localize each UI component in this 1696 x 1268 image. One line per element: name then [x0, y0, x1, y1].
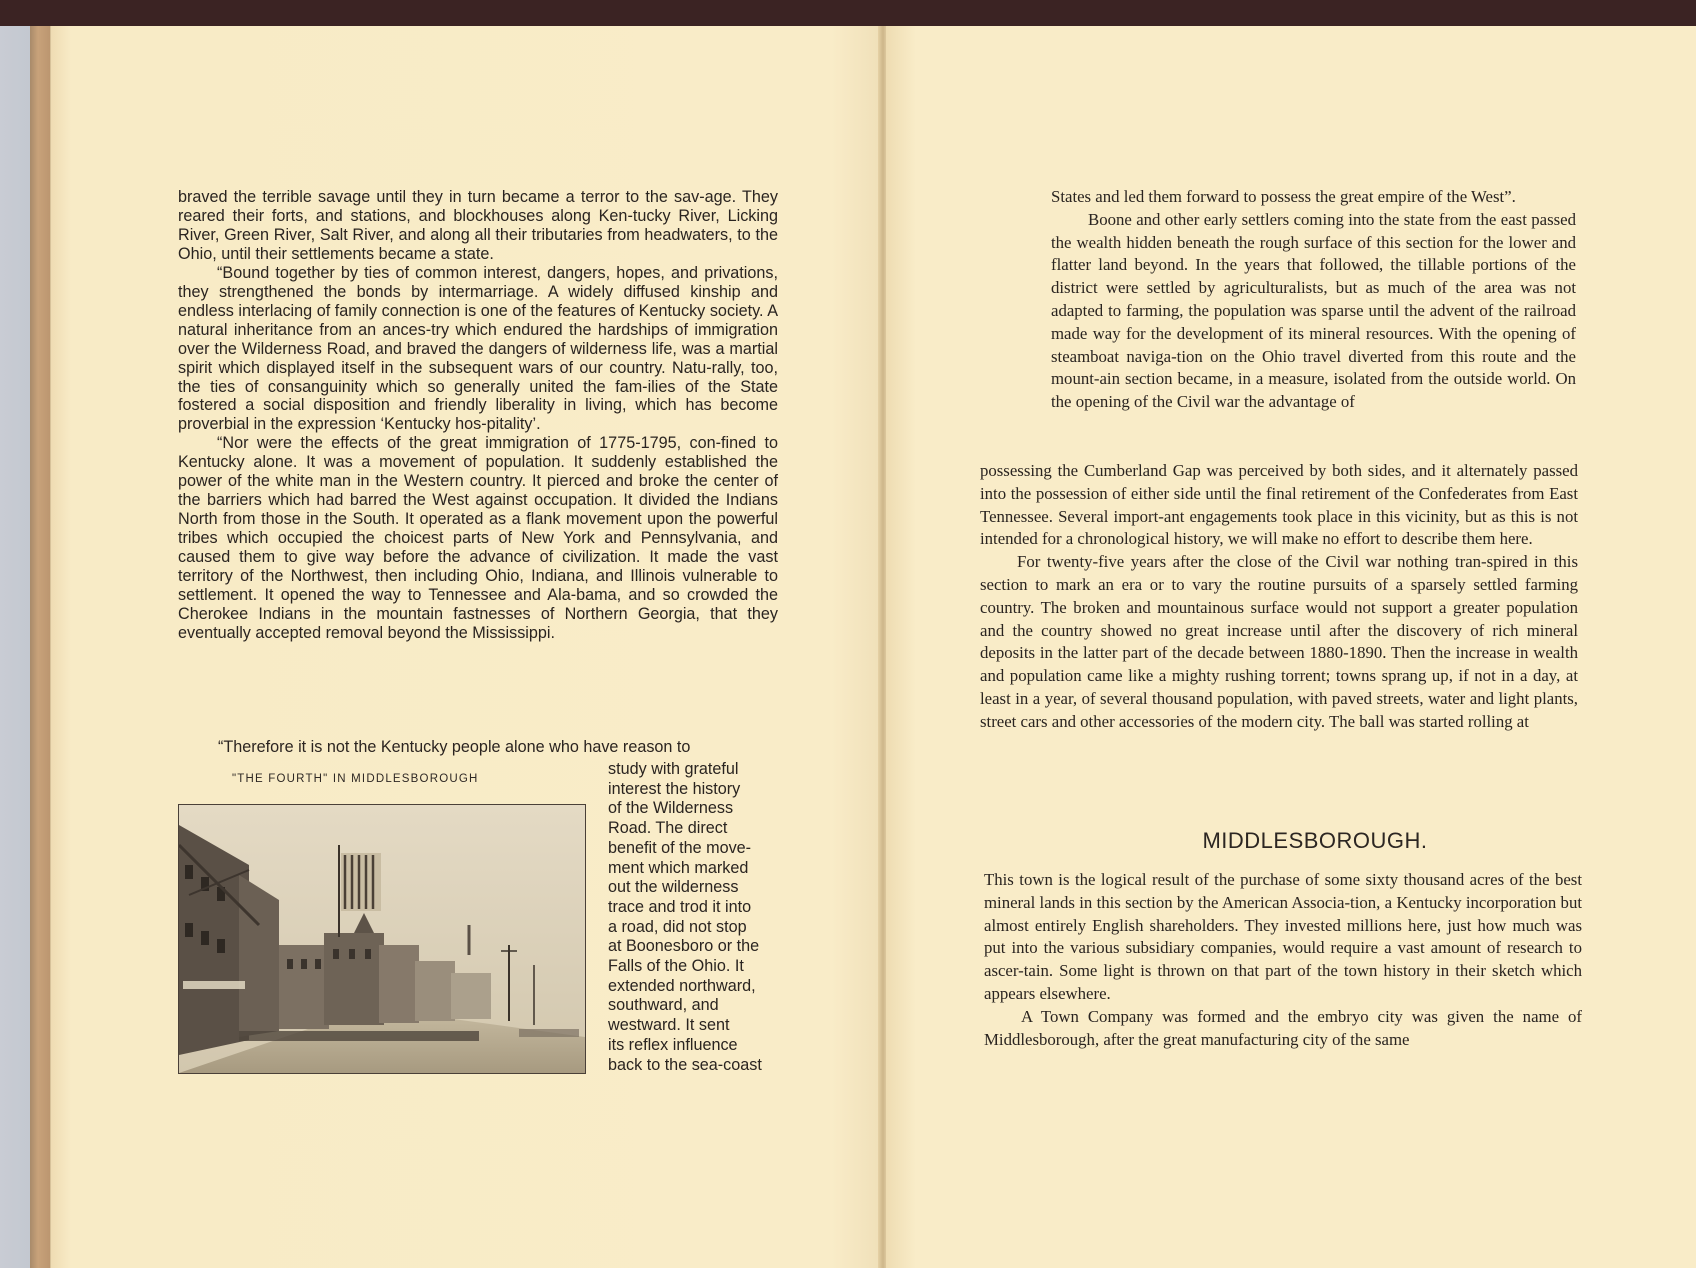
wrap-line: of the Wilderness: [608, 799, 734, 818]
right-paragraph-5: This town is the logical result of the purchase of some sixty thousand acres of the best mineral lands in this section by the American Associa-tion, a Kentucky incorporation but almost entirely English shareholders. They invested millions here, just how much was put into the various subsidiary companies, would require a vast amount of research to ascer-tain. Some light is thrown on that part of the town history in their sketch which appears elsewhere.: [984, 870, 1582, 1003]
wrap-column: [608, 760, 780, 1075]
section-heading: MIDDLESBOROUGH.: [1202, 828, 1428, 853]
figure-caption: "THE FOURTH" IN MIDDLESBOROUGH: [232, 773, 479, 785]
wrap-line: its reflex influence: [608, 1035, 738, 1054]
left-paragraph-2: “Bound together by ties of common interest, dangers, hopes, and privations, they strengthened the bonds by intermarriage. A widely diffused kinship and endless interlacing of family connection is one of the features of Kentucky society. A natural inheritance from an ances-try which endured the hardships of immigration over the Wilderness Road, and braved the dangers of wilderness life, was a martial spirit which displayed itself in the subsequent wars of our country. Natu-rally, too, the ties of consanguinity which so generally united the fam-ilies of the State fostered a social disposition and friendly liberality in living, which has become proverbial in the expression ‘Kentucky hos-pitality’.: [178, 263, 778, 434]
wrap-line: out the wilderness: [608, 878, 739, 897]
street-photo: [178, 804, 586, 1074]
right-paragraph-3: possessing the Cumberland Gap was perceived by both sides, and it alternately passed into the possession of either side until the final retirement of the Confederates from East Tennessee. Several import-ant engagements took place in this vicinity, but as this is not intended for a chronological history, we will make no effort to describe them here.: [980, 461, 1578, 549]
wrap-line: ment which marked: [608, 858, 749, 877]
street-scene-image: [179, 805, 585, 1073]
right-paragraph-1: States and led them forward to possess the great empire of the West”.: [1051, 187, 1516, 206]
wrap-line: a road, did not stop: [608, 917, 747, 936]
wrap-line: Falls of the Ohio. It: [608, 957, 744, 976]
wrap-line: study with grateful: [608, 760, 739, 778]
wrap-line: interest the history: [608, 779, 741, 798]
scanner-top-edge: [0, 0, 1696, 26]
wrap-line: trace and trod it into: [608, 897, 752, 916]
right-paragraph-2: Boone and other early settlers coming into the state from the east passed the wealth hidden beneath the rough surface of this section for the lower and flatter land beyond. In the years that followed, the tillable portions of the district were settled by agriculturalists, but as much of the area was not adapted to farming, the population was sparse until the advent of the railroad made way for the development of its mineral resources. With the opening of steamboat naviga-tion on the Ohio travel diverted from this route and the mount-ain section became, in a measure, isolated from the outside world. On the opening of the Civil war the advantage of: [1051, 209, 1576, 412]
left-paragraph-1: braved the terrible savage until they in turn became a terror to the sav-age. They reared their forts, and stations, and blockhouses along Ken-tucky River, Licking River, Green River, Salt River, and along all their tributaries from headwaters, to the Ohio, until their settlements became a state.: [178, 188, 778, 263]
right-paragraph-6: A Town Company was formed and the embryo city was given the name of Middlesborough, after the great manufacturing city of the same: [984, 1006, 1582, 1049]
book-cover-edge: [30, 26, 50, 1268]
right-text-a: [1051, 186, 1576, 414]
left-paragraph-3: “Nor were the effects of the great immigration of 1775-1795, con-fined to Kentucky alone. It was a movement of population. It suddenly established the power of the white man in the Western country. It pierced and broke the center of the barriers which had barred the West against occupation. It divided the Indians North from those in the South. It operated as a flank movement upon the powerful tribes which occupied the choicest parts of New York and Pennsylvania, and caused them to give way before the advance of civilization. It made the vast territory of the Northwest, then including Ohio, Indiana, and Illinois vulnerable to settlement. It opened the way to Tennessee and Ala-bama, and so crowded the Cherokee Indians in the mountain fastnesses of Northern Georgia, that they eventually accepted removal beyond the Mississippi.: [178, 434, 778, 642]
wrap-line: extended northward,: [608, 976, 756, 995]
wrap-line: Road. The direct: [608, 819, 728, 838]
right-text-c: [984, 869, 1582, 1051]
right-paragraph-4: For twenty-five years after the close of the Civil war nothing tran-spired in this section to mark an era or to vary the routine pursuits of a sparsely settled farming country. The broken and mountainous surface would not support a greater population and the country showed no great increase until after the discovery of rich mineral deposits in the latter part of the decade between 1880-1890. Then the increase in wealth and population came like a mighty rushing torrent; towns sprang up, if not in a day, at least in a year, of several thousand population, with paved streets, water and light plants, street cars and other accessories of the modern city. The ball was started rolling at: [980, 552, 1578, 731]
wrap-line: westward. It sent: [608, 1016, 730, 1035]
figure: [176, 762, 586, 1082]
wrap-line: at Boonesboro or the: [608, 937, 760, 956]
left-page-body: [178, 188, 778, 643]
right-text-b: [980, 460, 1578, 734]
wrap-line: benefit of the move-: [608, 838, 752, 857]
wrap-line: southward, and: [608, 996, 719, 1015]
left-last-paragraph-first-line: “Therefore it is not the Kentucky people alone who have reason to: [218, 738, 691, 756]
wrap-line: back to the sea-coast: [608, 1055, 762, 1074]
